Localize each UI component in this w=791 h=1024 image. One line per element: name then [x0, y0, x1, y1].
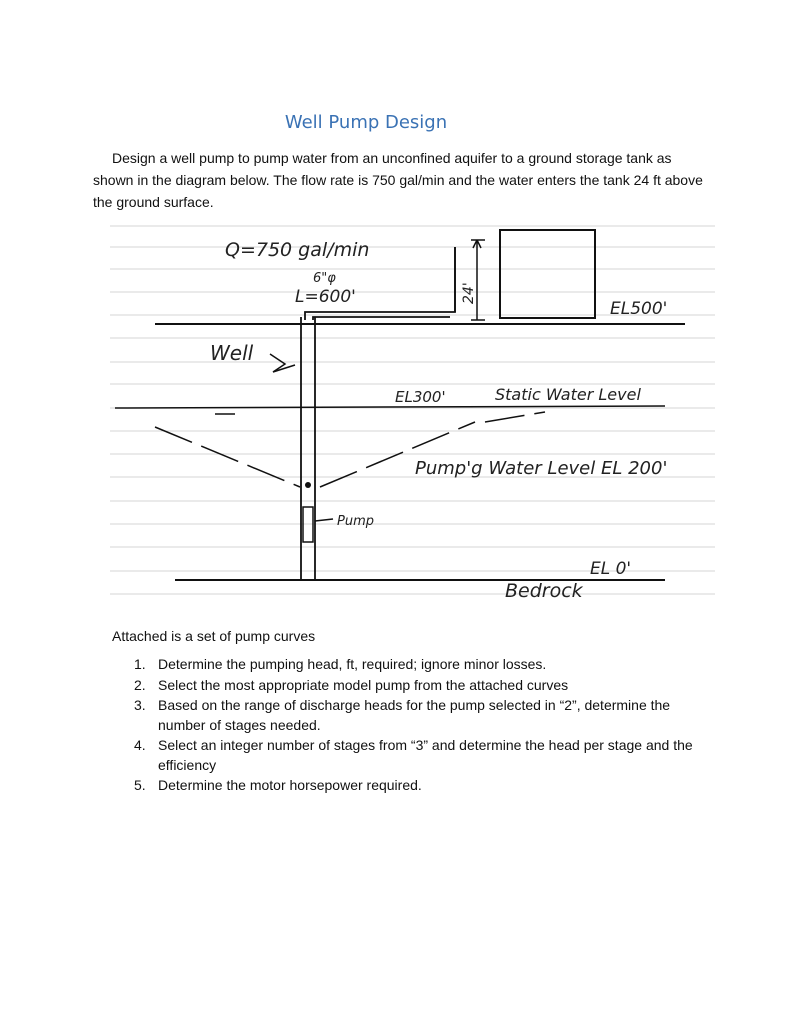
well-arrow	[270, 354, 295, 372]
well-label: Well	[210, 341, 254, 365]
task-number: 2.	[134, 676, 146, 693]
pumping-level-label: Pump'g Water Level EL 200'	[415, 458, 668, 479]
storage-tank	[500, 230, 595, 318]
task-item	[134, 676, 694, 696]
intro-text: Design a well pump to pump water from an unconfined aquifer to a ground storage tank as shown in the diagram below. The flow rate is 750 gal/min and the water enters the tank 24 ft above the ground surface.	[93, 150, 703, 210]
pump-label: Pump	[337, 514, 374, 529]
page-title: Well Pump Design	[284, 112, 448, 133]
pipe-diameter-label: 6"φ	[313, 271, 336, 286]
task-text: Select the most appropriate model pump from the attached curves	[158, 676, 569, 693]
flow-label: Q=750 gal/min	[225, 239, 370, 261]
attached-note: Attached is a set of pump curves	[112, 628, 316, 644]
task-text: Select an integer number of stages from “3” and determine the head per stage and the efficiency	[158, 737, 693, 773]
ground-elevation-label: EL500'	[610, 299, 668, 319]
ruled-lines	[110, 226, 715, 594]
task-item	[134, 736, 694, 775]
task-number: 4.	[134, 737, 146, 753]
static-elevation-label: EL300'	[395, 388, 446, 406]
task-list	[134, 655, 694, 797]
task-number: 1.	[134, 656, 146, 672]
task-number: 3.	[134, 697, 146, 713]
task-item	[134, 776, 694, 796]
well-diagram	[105, 212, 720, 612]
task-text: Determine the motor horsepower required.	[158, 777, 422, 793]
task-text: Determine the pumping head, ft, required; ignore minor losses.	[158, 656, 547, 672]
bedrock-elevation-label: EL 0'	[590, 559, 632, 579]
pipe-length-label: L=600'	[295, 287, 356, 307]
bedrock-label: Bedrock	[505, 580, 583, 602]
task-item	[134, 696, 694, 735]
intro-paragraph	[93, 147, 703, 213]
task-number: 5.	[134, 777, 146, 793]
task-text: Based on the range of discharge heads for the pump selected in “2”, determine the number of stages needed.	[158, 697, 671, 733]
static-water-label: Static Water Level	[495, 385, 641, 404]
task-item	[134, 655, 694, 675]
tank-height-label: 24'	[461, 282, 477, 304]
height-dimension	[471, 240, 485, 320]
